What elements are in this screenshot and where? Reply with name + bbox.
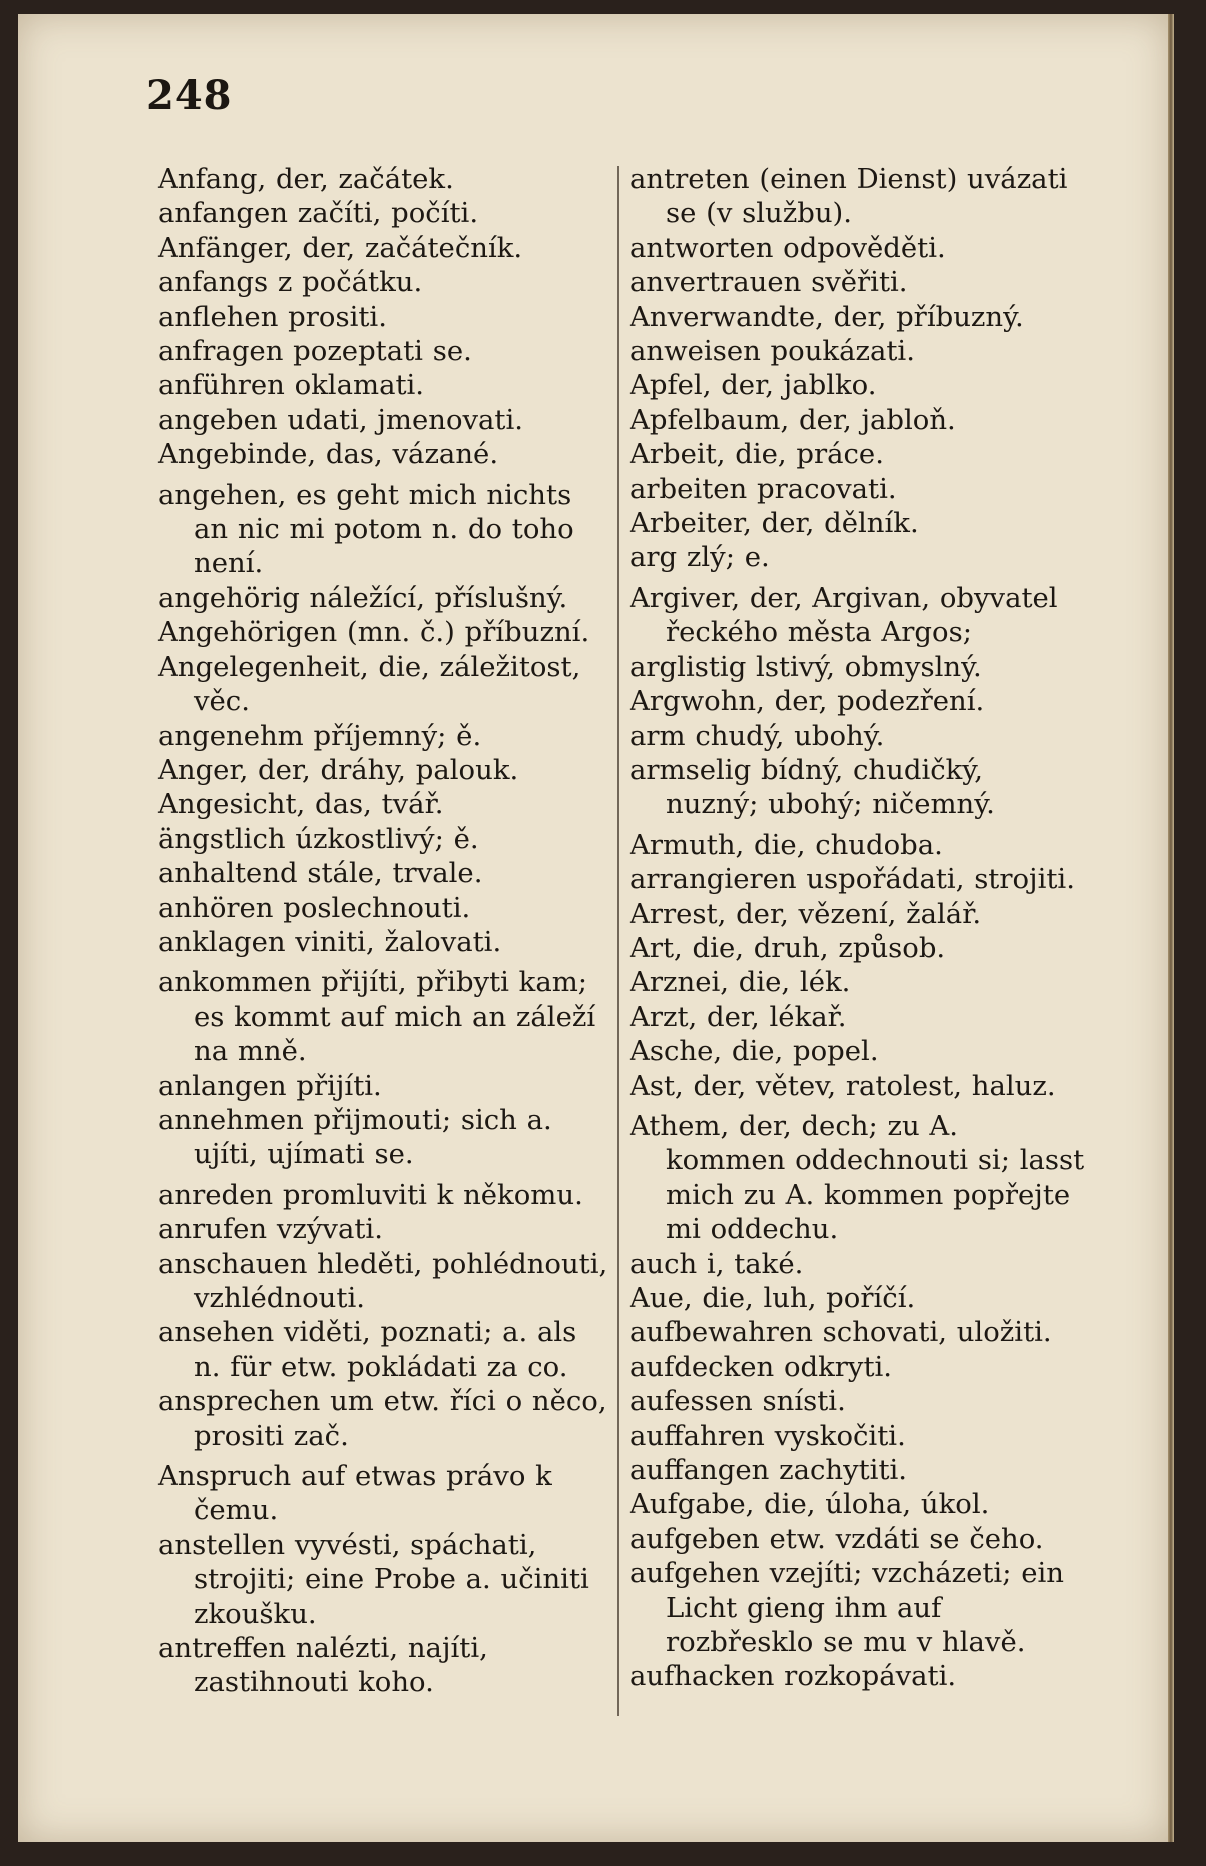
dictionary-entry: antreffen nalézti, najíti, zastihnouti koho. [158,1632,488,1699]
dictionary-entry: Aue, die, luh, poříčí. [630,1282,916,1314]
dictionary-entry: Argiver, der, Argivan, obyvatel řeckého města Argos; [630,581,1058,649]
dictionary-entry: Apfelbaum, der, jabloň. [630,403,956,436]
dictionary-entry: Angesicht, das, tvář. [158,788,444,821]
dictionary-entry: aufbewahren schovati, uložiti. [630,1316,1052,1349]
right-column [630,162,1085,1694]
dictionary-entry: arg zlý; e. [630,541,770,574]
dictionary-entry: arm chudý, ubohý. [630,719,885,752]
dictionary-entry: Apfel, der, jablko. [630,369,877,402]
dictionary-entry: ankommen přijíti, přibyti kam; es kommt auf mich an záleží na mně. [158,966,596,1068]
dictionary-entry: Arbeit, die, práce. [630,438,884,471]
dictionary-entry: anhaltend stále, trvale. [158,857,483,890]
dictionary-entry: ansprechen um etw. říci o něco, prositi zač. [158,1385,607,1452]
dictionary-entry: Asche, die, popel. [630,1035,879,1068]
dictionary-entry: antworten odpověděti. [630,231,946,264]
dictionary-entry: annehmen přijmouti; sich a. ujíti, ujímati se. [158,1103,552,1171]
dictionary-entry: Arznei, die, lék. [630,966,851,999]
dictionary-entry: Angehörigen (mn. č.) příbuzní. [158,616,590,649]
dictionary-entry: anfangen začíti, počíti. [158,197,479,230]
dictionary-entry: anweisen poukázati. [630,335,915,368]
dictionary-entry: anschauen hleděti, pohlédnouti, vzhlédnouti. [158,1247,608,1314]
dictionary-entry: anhören poslechnouti. [158,891,471,924]
dictionary-entry: anstellen vyvésti, spáchati, strojiti; eine Probe a. učiniti zkoušku. [158,1528,589,1630]
dictionary-entry: Arzt, der, lékař. [630,1000,847,1033]
dictionary-entry: Armuth, die, chudoba. [630,828,943,861]
dictionary-entry: anfangs z počátku. [158,266,423,299]
dictionary-entry: aufessen snísti. [630,1385,846,1418]
dictionary-entry: auffahren vyskočiti. [630,1419,906,1452]
dictionary-entry: Art, die, druh, způsob. [630,931,946,964]
dictionary-entry: arbeiten pracovati. [630,472,897,505]
dictionary-entry: Anger, der, dráhy, palouk. [158,753,519,786]
dictionary-entry: angehen, es geht mich nichts an nic mi potom n. do toho není. [158,478,574,580]
dictionary-entry: arrangieren uspořádati, strojiti. [630,863,1075,896]
dictionary-entry: ängstlich úzkostlivý; ě. [158,822,479,855]
dictionary-entry: ansehen viděti, poznati; a. als n. für etw. pokládati za co. [158,1316,577,1383]
dictionary-entry: anreden promluviti k někomu. [158,1178,583,1211]
dictionary-entry: armselig bídný, chudičký, nuzný; ubohý; ničemný. [630,753,995,821]
dictionary-entry: anvertrauen svěřiti. [630,266,908,299]
dictionary-entry: aufhacken rozkopávati. [630,1660,957,1693]
dictionary-entry: angenehm příjemný; ě. [158,719,482,752]
left-column [158,162,608,1700]
dictionary-entry: auch i, také. [630,1247,804,1280]
dictionary-entry: aufgeben etw. vzdáti se čeho. [630,1522,1044,1555]
dictionary-entry: anrufen vzývati. [158,1213,383,1246]
dictionary-entry: arglistig lstivý, obmyslný. [630,650,982,683]
dictionary-entry: anführen oklamati. [158,369,425,402]
dictionary-entry: Angebinde, das, vázané. [158,438,499,471]
column-divider [617,166,619,1716]
dictionary-entry: antreten (einen Dienst) uvázati se (v službu). [630,163,1068,230]
dictionary-entry: anflehen prositi. [158,300,387,333]
dictionary-entry: Arrest, der, vězení, žalář. [630,897,982,930]
book-fold [1168,14,1174,1842]
dictionary-entry: aufdecken odkryti. [630,1350,893,1383]
dictionary-entry: Argwohn, der, podezření. [630,685,985,718]
dictionary-entry: anlangen přijíti. [158,1069,382,1102]
dictionary-entry: Ast, der, větev, ratolest, haluz. [630,1069,1056,1102]
dictionary-entry: Angelegenheit, die, záležitost, věc. [158,650,581,718]
dictionary-entry: Anverwandte, der, příbuzný. [630,300,1024,333]
dictionary-entry: angeben udati, jmenovati. [158,403,524,436]
dictionary-entry: anklagen viniti, žalovati. [158,925,502,958]
dictionary-entry: Aufgabe, die, úloha, úkol. [630,1488,990,1521]
dictionary-entry: angehörig náležící, příslušný. [158,581,568,614]
dictionary-entry: auffangen zachytiti. [630,1454,908,1487]
dictionary-entry: anfragen pozeptati se. [158,335,472,368]
dictionary-entry: Anfang, der, začátek. [158,163,454,195]
dictionary-entry: aufgehen vzejíti; vzcházeti; ein Licht gieng ihm auf rozbřesklo se mu v hlavě. [630,1557,1065,1659]
dictionary-entry: Anspruch auf etwas právo k čemu. [158,1460,552,1527]
page-number: 248 [146,72,233,119]
dictionary-entry: Anfänger, der, začátečník. [158,231,523,264]
dictionary-entry: Arbeiter, der, dělník. [630,507,919,540]
dictionary-page [18,14,1170,1842]
dictionary-entry: Athem, der, dech; zu A. kommen oddechnouti si; lasst mich zu A. kommen popřejte mi oddechu. [630,1109,1085,1246]
